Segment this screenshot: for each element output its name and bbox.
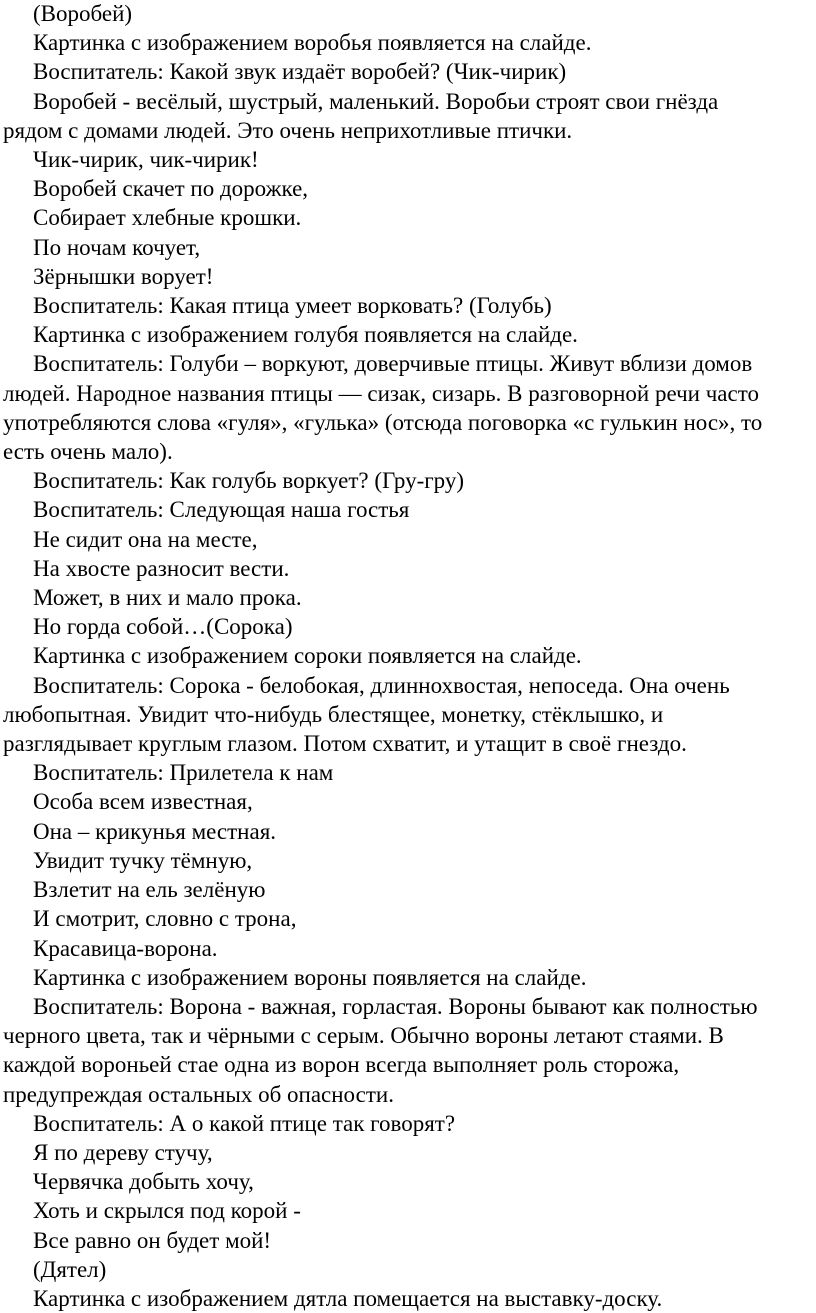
text-line: Картинка с изображением вороны появляется на слайде. xyxy=(33,964,587,990)
text-line: Увидит тучку тёмную, xyxy=(33,847,253,873)
text-line: Картинка с изображением сороки появляется на слайде. xyxy=(33,643,582,669)
paragraph xyxy=(3,28,813,57)
paragraph xyxy=(3,904,813,933)
paragraph xyxy=(3,87,813,145)
paragraph xyxy=(3,1167,813,1196)
text-line: Картинка с изображением дятла помещается на выставку-доску. xyxy=(33,1285,663,1311)
text-line: Я по дереву стучу, xyxy=(33,1139,213,1165)
text-line: (Дятел) xyxy=(33,1256,107,1282)
paragraph xyxy=(3,934,813,963)
text-line: разглядывает круглым глазом. Потом схватит, и утащит в своё гнездо. xyxy=(3,731,687,757)
text-line: черного цвета, так и чёрными с серым. Обычно вороны летают стаями. В xyxy=(3,1023,724,1049)
text-line: Воспитатель: Следующая наша гостья xyxy=(33,497,410,523)
paragraph xyxy=(3,758,813,787)
paragraph xyxy=(3,554,813,583)
text-line: По ночам кочует, xyxy=(33,234,201,260)
text-line: Воспитатель: Как голубь воркует? (Гру-гру) xyxy=(33,468,465,494)
text-line: людей. Народное названия птицы — сизак, сизарь. В разговорной речи часто xyxy=(3,380,759,406)
text-line: Воспитатель: Голуби – воркуют, доверчивые птицы. Живут вблизи домов xyxy=(33,351,753,377)
paragraph xyxy=(3,1255,813,1284)
text-line: Собирает хлебные крошки. xyxy=(33,205,302,231)
text-line: И смотрит, словно с трона, xyxy=(33,906,297,932)
paragraph xyxy=(3,671,813,759)
text-line: есть очень мало). xyxy=(3,439,173,465)
paragraph xyxy=(3,1226,813,1255)
text-line: Воспитатель: Ворона - важная, горластая. Вороны бывают как полностью xyxy=(33,993,758,1019)
paragraph xyxy=(3,1284,813,1313)
paragraph xyxy=(3,1109,813,1138)
paragraph xyxy=(3,846,813,875)
text-line: Воспитатель: Сорока - белобокая, длиннохвостая, непоседа. Она очень xyxy=(33,672,730,698)
text-line: употребляются слова «гуля», «гулька» (отсюда поговорка «с гулькин нос», то xyxy=(3,409,763,435)
paragraph xyxy=(3,787,813,816)
paragraph xyxy=(3,233,813,262)
paragraph xyxy=(3,875,813,904)
paragraph xyxy=(3,262,813,291)
paragraph xyxy=(3,495,813,524)
paragraph xyxy=(3,349,813,466)
text-line: Красавица-ворона. xyxy=(33,935,218,961)
text-line: каждой вороньей стае одна из ворон всегда выполняет роль сторожа, xyxy=(3,1052,680,1078)
paragraph xyxy=(3,1196,813,1225)
paragraph xyxy=(3,57,813,86)
text-line: Особа всем известная, xyxy=(33,789,253,815)
text-line: рядом с домами людей. Это очень неприхотливые птички. xyxy=(3,117,573,143)
paragraph xyxy=(3,992,813,1109)
text-line: Воспитатель: Какая птица умеет ворковать? (Голубь) xyxy=(33,293,552,319)
paragraph xyxy=(3,817,813,846)
paragraph xyxy=(3,0,813,28)
text-line: Чик-чирик, чик-чирик! xyxy=(33,147,259,173)
text-line: Картинка с изображением голубя появляется на слайде. xyxy=(33,322,578,348)
text-line: Картинка с изображением воробья появляется на слайде. xyxy=(33,30,592,56)
paragraph xyxy=(3,583,813,612)
text-line: предупреждая остальных об опасности. xyxy=(3,1081,394,1107)
paragraph xyxy=(3,203,813,232)
paragraph xyxy=(3,612,813,641)
paragraph xyxy=(3,320,813,349)
text-line: Может, в них и мало прока. xyxy=(33,585,302,611)
paragraph xyxy=(3,174,813,203)
paragraph xyxy=(3,466,813,495)
paragraph xyxy=(3,963,813,992)
text-line: Воспитатель: А о какой птице так говорят? xyxy=(33,1110,456,1136)
text-line: Она – крикунья местная. xyxy=(33,818,277,844)
text-line: Все равно он будет мой! xyxy=(33,1227,272,1253)
text-line: Не сидит она на месте, xyxy=(33,526,258,552)
text-line: Хоть и скрылся под корой - xyxy=(33,1198,301,1224)
text-line: Червячка добыть хочу, xyxy=(33,1169,254,1195)
paragraph xyxy=(3,1138,813,1167)
document-page xyxy=(3,0,813,1313)
paragraph xyxy=(3,291,813,320)
text-line: Воробей скачет по дорожке, xyxy=(33,176,309,202)
text-line: Зёрнышки ворует! xyxy=(33,263,214,289)
text-line: (Воробей) xyxy=(33,1,133,26)
text-line: Воспитатель: Прилетела к нам xyxy=(33,760,334,786)
paragraph xyxy=(3,525,813,554)
text-line: Воспитатель: Какой звук издаёт воробей? (Чик-чирик) xyxy=(33,59,567,85)
text-line: На хвосте разносит вести. xyxy=(33,555,290,581)
text-line: Воробей - весёлый, шустрый, маленький. Воробьи строят свои гнёзда xyxy=(33,88,719,114)
text-line: любопытная. Увидит что-нибудь блестящее, монетку, стёклышко, и xyxy=(3,701,664,727)
text-line: Взлетит на ель зелёную xyxy=(33,877,266,903)
paragraph xyxy=(3,145,813,174)
text-line: Но горда собой…(Сорока) xyxy=(33,614,293,640)
paragraph xyxy=(3,641,813,670)
